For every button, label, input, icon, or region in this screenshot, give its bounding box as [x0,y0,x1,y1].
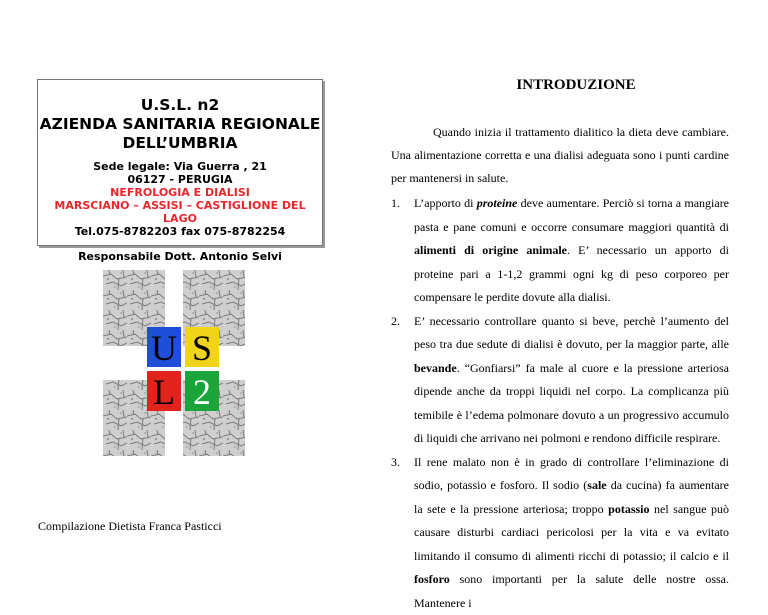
list-number: 1. [391,192,400,216]
logo-letter-2: 2 [193,372,211,412]
list-text: nel sangue può causare disturbi cardiaci pericolosi per la vita e va evitato limitando il consumo di alimenti ricchi di potassio; il calcio e il [414,502,729,563]
list-item [391,310,729,451]
list-number: 3. [391,451,400,475]
org-name-line-1: U.S.L. n2 [38,96,322,115]
keyword-bevande: bevande [414,361,457,375]
responsible-doctor: Responsabile Dott. Antonio Selvi [38,250,322,263]
list-item [391,192,729,310]
header-box [37,79,323,246]
compiler-credit: Compilazione Dietista Franca Pasticci [38,519,222,534]
list-text: Il rene malato non è in grado di controllare l’eliminazione di sodio, potassio e fosforo. Il sodio ( [414,455,729,493]
usl-logo [103,270,245,456]
list-text: sono importanti per la salute delle nostre ossa. Mantenere i [414,572,729,610]
right-panel [384,0,768,593]
keyword-potassio: potassio [608,502,649,516]
list-item [391,451,729,615]
logo-letter-l: L [153,372,175,412]
list-text: E’ necessario controllare quanto si beve, perchè l’aumento del peso tra due sedute di dialisi è dovuto, per la maggior parte, alle [414,314,729,352]
section-title: INTRODUZIONE [384,77,768,94]
list-number: 2. [391,310,400,334]
list-text: . E’ necessario un apporto di proteine pari a 1-1,2 grammi ogni kg di peso corporeo per compensare le perdite dovute alla dialisi. [414,243,729,304]
list-text: L’apporto di [414,196,477,210]
left-panel [0,0,384,593]
diet-points-list [391,192,729,615]
keyword-fosforo: fosforo [414,572,450,586]
org-name-line-2: AZIENDA SANITARIA REGIONALE [38,115,322,134]
keyword-proteine: proteine [477,196,518,210]
list-text: . “Gonfiarsi” fa male al cuore e la pressione arteriosa dipende anche da troppi liquidi nel corpo. La complicanza più temibile è l’edema polmonare dovuto a un progressivo accumulo di liquidi che arrivano nei polmoni e rendono difficile respirare. [414,361,729,446]
intro-paragraph [391,121,729,190]
logo-letter-u: U [151,328,177,368]
org-name-line-3: DELL’UMBRIA [38,134,322,153]
department-line-1: NEFROLOGIA E DIALISI [38,186,322,199]
list-text: deve aumentare. Perciò si torna a mangiare pasta e pane comuni e occorre consumare maggiori quantità di [414,196,729,234]
keyword-sale: sale [587,478,606,492]
intro-text: Quando inizia il trattamento dialitico la dieta deve cambiare. Una alimentazione corretta e una dialisi adeguata sono i punti cardine per mantenersi in salute. [391,125,729,185]
list-text: da cucina) fa aumentare la sete e la pressione arteriosa; troppo [414,478,729,516]
phone-fax: Tel.075-8782203 fax 075-8782254 [38,225,322,238]
address-line-2: 06127 - PERUGIA [38,173,322,186]
logo-letter-s: S [192,328,212,368]
keyword-alimenti: alimenti di origine animale [414,243,567,257]
address-line-1: Sede legale: Via Guerra , 21 [38,160,322,173]
department-line-2: MARSCIANO – ASSISI – CASTIGLIONE DEL LAGO [38,199,322,225]
